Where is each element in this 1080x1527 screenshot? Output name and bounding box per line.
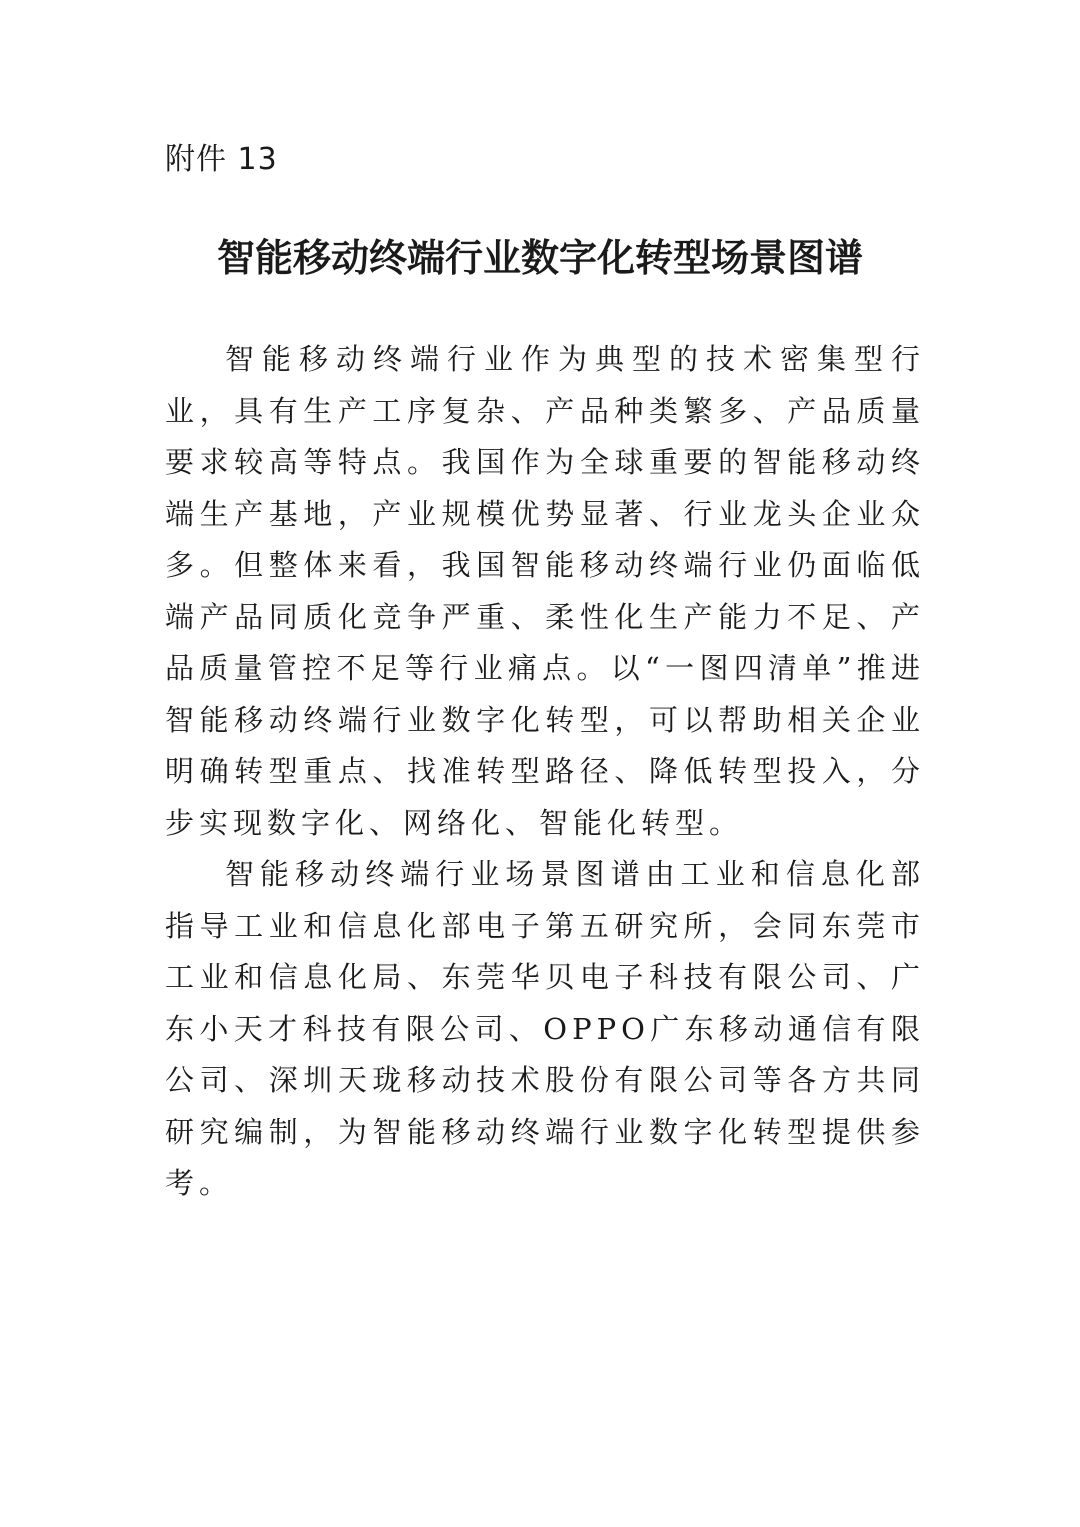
paragraph-authors: 智能移动终端行业场景图谱由工业和信息化部指导工业和信息化部电子第五研究所，会同东莞市工业和信息化局、东莞华贝电子科技有限公司、广东小天才科技有限公司、OPPO广东移动通信有限公司、深圳天珑移动技术股份有限公司等各方共同研究编制，为智能移动终端行业数字化转型提供参考。: [165, 857, 925, 1200]
document-body: [165, 334, 925, 1210]
paragraph-intro: 智能移动终端行业作为典型的技术密集型行业，具有生产工序复杂、产品种类繁多、产品质量要求较高等特点。我国作为全球重要的智能移动终端生产基地，产业规模优势显著、行业龙头企业众多。但整体来看，我国智能移动终端行业仍面临低端产品同质化竞争严重、柔性化生产能力不足、产品质量管控不足等行业痛点。以“一图四清单”推进智能移动终端行业数字化转型，可以帮助相关企业明确转型重点、找准转型路径、降低转型投入，分步实现数字化、网络化、智能化转型。: [165, 342, 925, 840]
attachment-label: 附件 13: [165, 142, 278, 177]
document-title: 智能移动终端行业数字化转型场景图谱: [216, 236, 863, 280]
